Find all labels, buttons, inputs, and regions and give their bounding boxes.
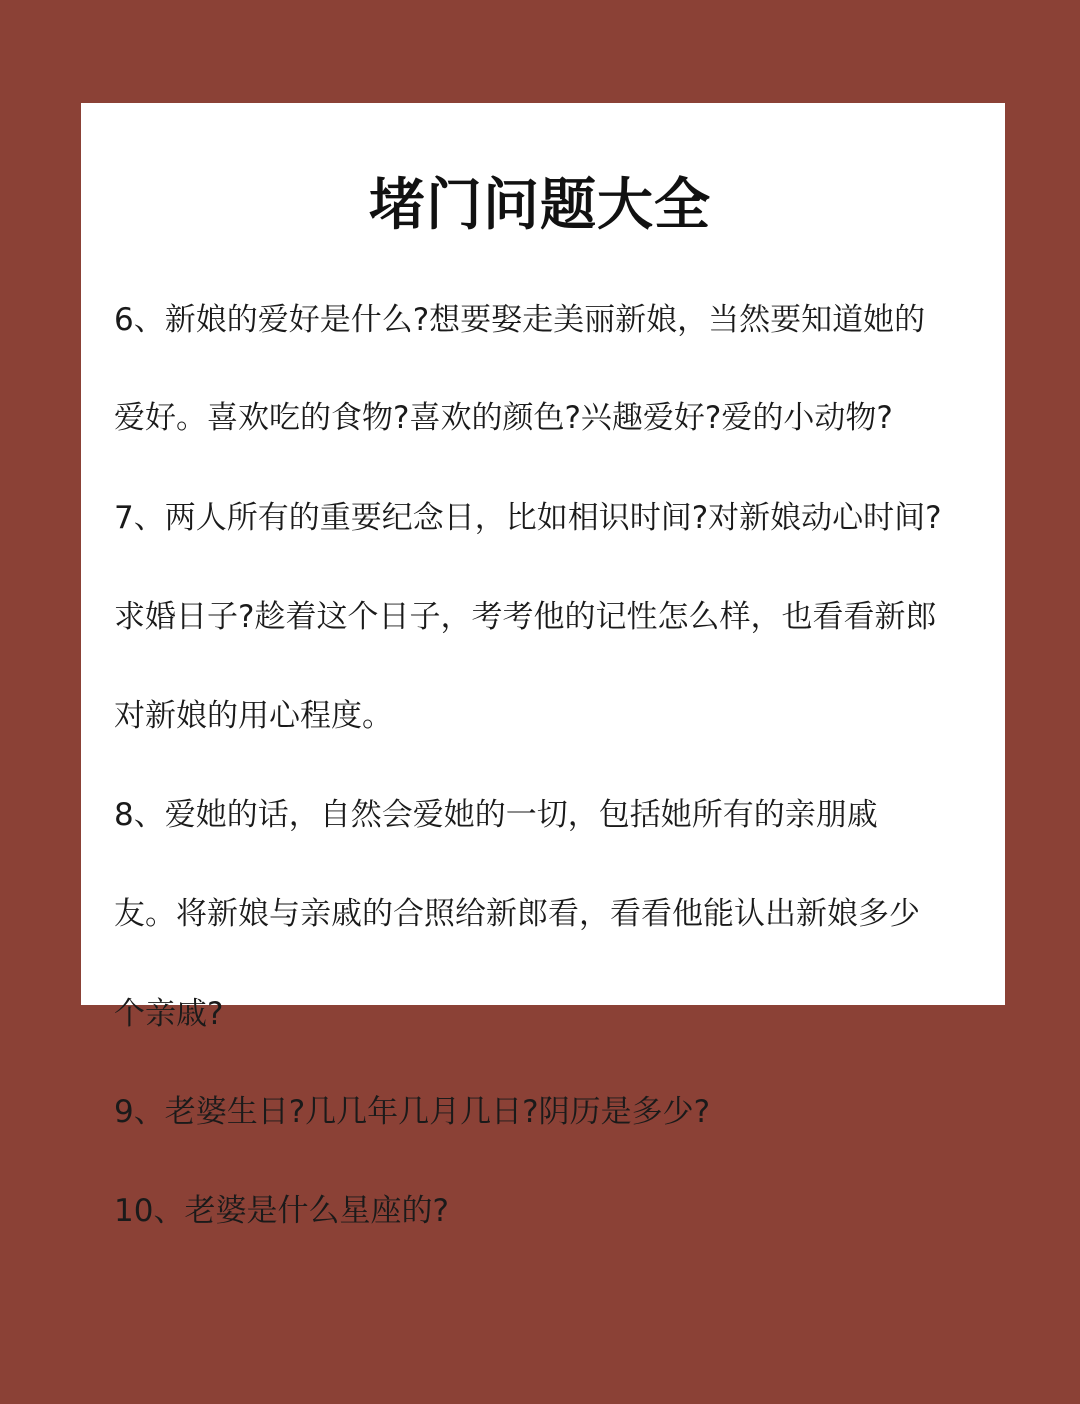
text-line-8: 个亲戚? bbox=[114, 996, 224, 1032]
text-line-10: 10、老婆是什么星座的? bbox=[114, 1193, 449, 1229]
text-line-9: 9、老婆生日?几几年几月几日?阴历是多少? bbox=[114, 1094, 711, 1130]
text-line-7: 友。将新娘与亲戚的合照给新郎看，看看他能认出新娘多少 bbox=[114, 896, 920, 932]
text-line-1: 6、新娘的爱好是什么?想要娶走美丽新娘，当然要知道她的 bbox=[114, 302, 926, 338]
text-line-3: 7、两人所有的重要纪念日，比如相识时间?对新娘动心时间? bbox=[114, 500, 942, 536]
text-line-2: 爱好。喜欢吃的食物?喜欢的颜色?兴趣爱好?爱的小动物? bbox=[114, 400, 893, 436]
text-line-5: 对新娘的用心程度。 bbox=[114, 698, 393, 734]
page-title: 堵门问题大全 bbox=[369, 173, 711, 238]
text-line-4: 求婚日子?趁着这个日子，考考他的记性怎么样，也看看新郎 bbox=[114, 599, 937, 635]
text-line-6: 8、爱她的话，自然会爱她的一切，包括她所有的亲朋戚 bbox=[114, 797, 878, 833]
